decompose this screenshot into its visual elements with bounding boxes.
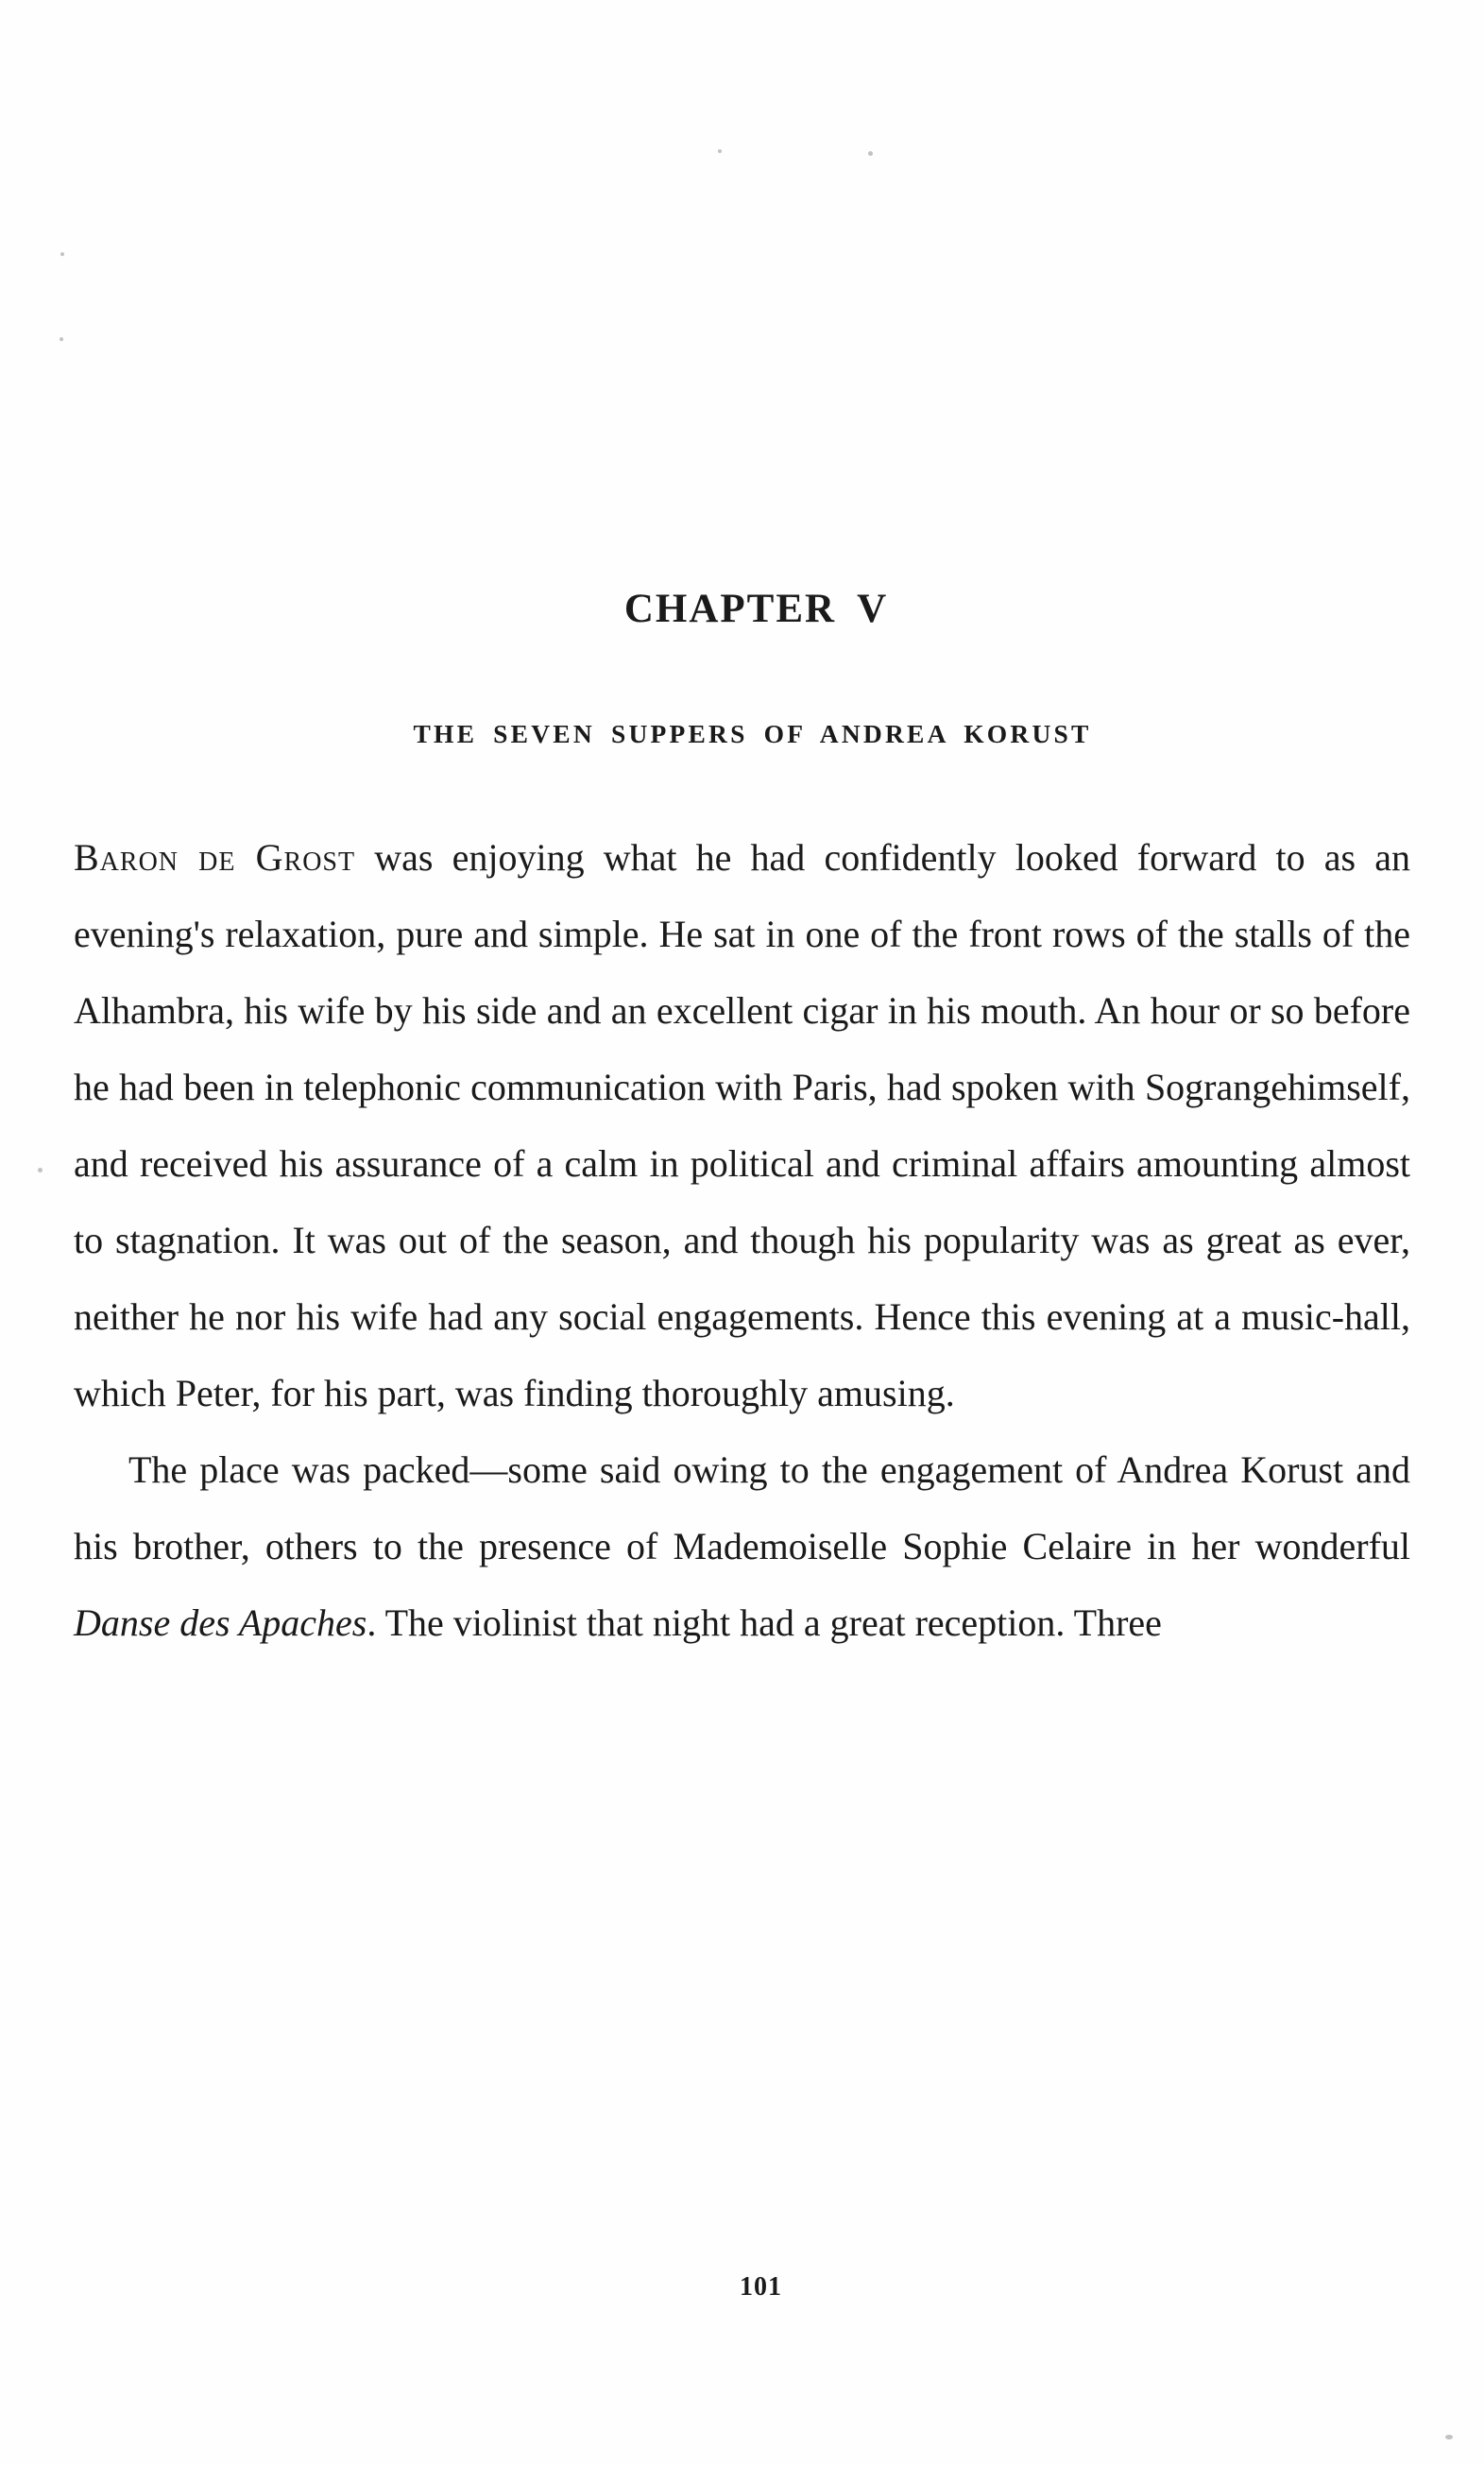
paragraph-1-text: was enjoying what he had confidently looked forward to as an evening's relaxation, pure and simple. He sat in one of the front rows of the stalls of the Alhambra, his wife by his side and an excellent cigar in his mouth. An hour or so before he had been in telephonic communication with Paris, had spoken with Sograngehimself, and received his assurance of a calm in political and criminal affairs amounting almost to stagnation. It was out of the season, and though his popularity was as great as ever, neither he nor his wife had any social engagements. Hence this evening at a music-hall, which Peter, for his part, was finding thoroughly amusing. xyxy=(74,836,1410,1414)
page-number: 101 xyxy=(740,2272,782,2302)
chapter-heading xyxy=(74,586,1410,632)
page-content xyxy=(74,586,1410,1661)
body-text xyxy=(74,819,1410,1661)
paper-speck xyxy=(718,149,722,153)
paragraph-2-text-after: . The violinist that night had a great reception. Three xyxy=(367,1601,1162,1644)
paragraph-2-text-before: The place was packed—some said owing to the engagement of Andrea Korust and his brother, others to the presence of Mademoiselle Sophie Celaire in her wonderful xyxy=(74,1448,1410,1567)
chapter-subtitle: THE SEVEN SUPPERS OF ANDREA KORUST xyxy=(413,719,1092,748)
paper-speck xyxy=(60,337,63,341)
paper-speck xyxy=(38,1168,43,1173)
paragraph-1 xyxy=(74,819,1410,1431)
paper-speck xyxy=(868,151,873,156)
paragraph-1-lead: Baron de Grost xyxy=(74,836,356,879)
paper-speck xyxy=(60,252,64,256)
chapter-number: V xyxy=(857,587,889,631)
paper-speck xyxy=(1445,2435,1453,2439)
paragraph-2 xyxy=(74,1431,1410,1661)
paragraph-2-italic-title: Danse des Apaches xyxy=(74,1601,367,1644)
chapter-heading-label: CHAPTER xyxy=(623,587,837,631)
